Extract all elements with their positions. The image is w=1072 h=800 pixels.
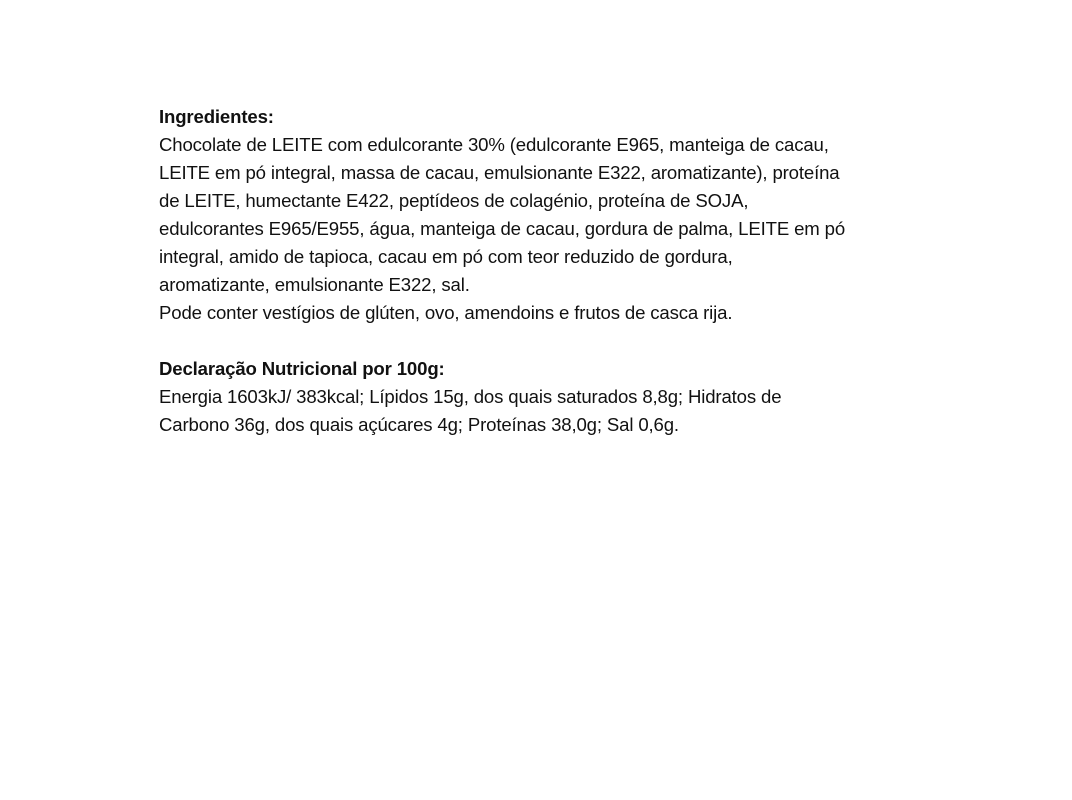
ingredients-line: aromatizante, emulsionante E322, sal.	[159, 274, 470, 295]
nutrition-line: Energia 1603kJ/ 383kcal; Lípidos 15g, dos quais saturados 8,8g; Hidratos de	[159, 386, 782, 407]
ingredients-line: Chocolate de LEITE com edulcorante 30% (edulcorante E965, manteiga de cacau,	[159, 134, 829, 155]
product-label-document	[159, 103, 959, 439]
ingredients-section	[159, 103, 959, 327]
ingredients-heading: Ingredientes:	[159, 106, 274, 127]
nutrition-line: Carbono 36g, dos quais açúcares 4g; Proteínas 38,0g; Sal 0,6g.	[159, 414, 679, 435]
nutrition-section	[159, 355, 959, 439]
ingredients-line: edulcorantes E965/E955, água, manteiga de cacau, gordura de palma, LEITE em pó	[159, 218, 846, 239]
allergen-warning: Pode conter vestígios de glúten, ovo, amendoins e frutos de casca rija.	[159, 302, 733, 323]
ingredients-line: integral, amido de tapioca, cacau em pó com teor reduzido de gordura,	[159, 246, 733, 267]
nutrition-heading: Declaração Nutricional por 100g:	[159, 358, 445, 379]
section-spacer	[159, 327, 959, 355]
ingredients-line: LEITE em pó integral, massa de cacau, emulsionante E322, aromatizante), proteína	[159, 162, 840, 183]
ingredients-line: de LEITE, humectante E422, peptídeos de colagénio, proteína de SOJA,	[159, 190, 749, 211]
